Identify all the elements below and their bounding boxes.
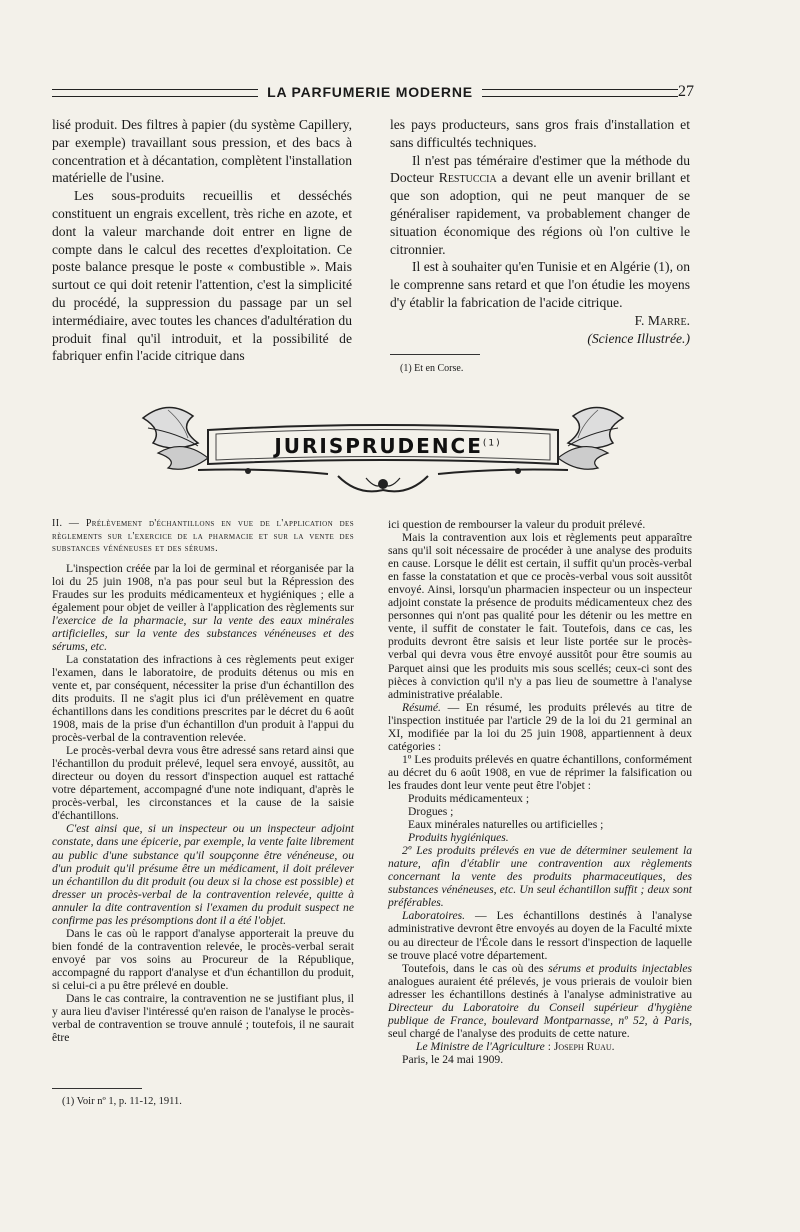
top-right-column bbox=[390, 116, 690, 347]
subsection-heading: II. — Prélèvement d'échantillons en vue de l'application des règlements sur l'exercice de la pharmacie et sur la vente des substances vénéneuses et des sérums. bbox=[52, 518, 354, 554]
paragraph bbox=[388, 701, 692, 753]
author-name: Restuccia bbox=[438, 170, 497, 186]
footnote-rule bbox=[52, 1088, 142, 1089]
paragraph: Dans le cas où le rapport d'analyse apporterait la preuve du bien fondé de la contravention relevée, le procès-verbal serait envoyé par vos soins au Procureur de la République, accompagné du rapport d'analyse et d'un échantillon du produit, si celui-ci a pu être prélevé en double. bbox=[52, 926, 354, 992]
source-citation: (Science Illustrée.) bbox=[587, 330, 690, 346]
run-in-label: Résumé. bbox=[402, 700, 441, 714]
text-run: analogues auraient été prélevés, je vous prierais de vouloir bien adresser les échantillons destinés à l'analyse administrative au bbox=[388, 974, 692, 1001]
italic-run: l'exercice de la pharmacie, sur la vente des eaux minérales artificielles, sur la vente des substances vénéneuses et des sérums, etc. bbox=[52, 613, 354, 653]
header-rule-left bbox=[52, 89, 258, 97]
paragraph bbox=[388, 962, 692, 1040]
signature-line bbox=[388, 1040, 692, 1053]
section-title-text: JURISPRUDENCE bbox=[274, 434, 483, 458]
page-number: 27 bbox=[678, 83, 694, 100]
paragraph bbox=[52, 562, 354, 653]
text-run: seul chargé de l'analyse des produits de cette nature. bbox=[388, 1026, 630, 1040]
paragraph: les pays producteurs, sans gros frais d'installation et sans difficultés techniques. bbox=[390, 117, 690, 150]
paragraph: Il est à souhaiter qu'en Tunisie et en Algérie (1), on le comprenne sans retard et que l'on étudie les moyens d'y établir la fabrication de l'acide citrique. bbox=[390, 259, 690, 310]
footnote: (1) Et en Corse. bbox=[400, 363, 464, 374]
footnote-rule bbox=[390, 354, 480, 355]
list-item: Drogues ; bbox=[408, 805, 454, 819]
text-run: L'inspection créée par la loi de germinal et réorganisée par la loi du 25 juin 1908, n'a pas pour seul but la Répression des Fraudes sur les produits médicamenteux et hygiéniques ; elle a également pour objet de veiller à l'application des règlements sur bbox=[52, 561, 354, 614]
list-item: Produits hygiéniques. bbox=[408, 831, 509, 845]
paragraph bbox=[388, 909, 692, 961]
paragraph: Mais la contravention aux lois et règlements peut apparaître sans qu'il soit nécessaire de procéder à une analyse des produits en cause. Lorsque le délit est certain, il suffit qu'un procès-verbal en fasse la constatation et que ce procès-verbal vous soit aussitôt envoyé. Ainsi, lorsqu'un pharmacien inspecteur ou un inspecteur adjoint constate la présence de produits médicamenteux chez des personnes qui n'ont pas qualité pour les détenir ou les mettre en vente, il suffit de constater le fait. Toutefois, dans ce cas, les produits devront être saisis et leur liste portée sur le procès-verbal qui devra vous être envoyé aussitôt pour être soumis au Parquet ainsi que les produits mis sous scellés; ceux-ci sont des pièces à conviction qu'il n'y a pas lieu de soumettre à l'analyse administrative préalable. bbox=[388, 531, 692, 701]
journal-title: LA PARFUMERIE MODERNE bbox=[267, 84, 473, 100]
footnote-marker: (1) bbox=[482, 438, 502, 449]
paragraph: lisé produit. Des filtres à papier (du système Capillery, par exemple) travaillant sous pression, et des bacs à concentration et à décantation, complètent l'installation matérielle de l'usine. bbox=[52, 117, 352, 186]
bottom-right-column bbox=[388, 518, 692, 1066]
paragraph: Les sous-produits recueillis et desséchés constituent un engrais excellent, très riche en azote, et dont la valeur marchande doit entrer en ligne de compte dans le calcul des recettes d'exploitation. Ce poste balance presque le poste « combustible ». Mais surtout ce qui doit retenir l'attention, c'est la simplicité du procédé, la suppression du passage par un sel intermédiaire, avec toutes les chances d'adultération du produit final qu'il introduit, et la possibilité de fabriquer enfin l'acide citrique dans bbox=[52, 188, 352, 364]
text-run: Toutefois, dans le cas où des bbox=[402, 961, 549, 975]
paragraph: Le procès-verbal devra vous être adressé sans retard ainsi que l'échantillon du produit prélevé, lequel sera envoyé, aussitôt, au directeur ou doyen du ressort d'inspection auquel est rattaché votre département, accompagné d'une note indiquant, d'après le procès-verbal, les circonstances et la cause de la saisie d'échantillons. bbox=[52, 744, 354, 823]
paragraph: C'est ainsi que, si un inspecteur ou un inspecteur adjoint constate, dans une épicerie, par exemple, la vente faite librement au public d'une substance qu'il soupçonne être vénéneuse, ou d'un produit qu'il présume être un médicament, il doit prélever un échantillon du dit produit (ou deux si la chose est possible) et dresser un procès-verbal de la contravention relevée, quitte à annuler la dite contravention si l'examen du produit suspect ne confirme pas les présomptions dont il a été l'objet. bbox=[52, 822, 354, 927]
list-item: Produits médicamenteux ; bbox=[408, 791, 530, 805]
paragraph: Dans le cas contraire, la contravention ne se justifiant plus, il y aura lieu d'aviser l'intéressé qu'en raison de l'analyse le procès-verbal de contravention se trouve annulé ; toutefois, il ne saurait être bbox=[52, 992, 354, 1045]
italic-run: Directeur du Laboratoire du Conseil supérieur d'hygiène publique de France, boulevard Montparnasse, nº 52, à Paris, bbox=[388, 1000, 692, 1027]
bottom-left-column bbox=[52, 518, 354, 1044]
text-run: — En résumé, les produits prélevés au titre de l'inspection instituée par l'article 29 de la loi du 21 germinal an XI, modifiée par la loi du 25 juin 1908, appartiennent à deux catégories : bbox=[388, 700, 692, 753]
text-run: a devant elle un avenir brillant et que son adoption, qui ne peut manquer de se généraliser rapidement, va probablement changer de situation économique des régions où l'on cultive le citronnier. bbox=[390, 170, 690, 257]
signatory: : Joseph Ruau. bbox=[544, 1039, 615, 1053]
list-item: Eaux minérales naturelles ou artificielles ; bbox=[408, 818, 604, 832]
paragraph: 2º Les produits prélevés en vue de déterminer seulement la nature, afin d'établir une contravention aux règlements concernant la vente des produits pharmaceutiques, des substances vénéneuses, etc. Un seul échantillon suffit ; deux sont préférables. bbox=[388, 844, 692, 910]
signature: F. Marre. bbox=[634, 312, 690, 328]
header-rule-right bbox=[482, 89, 678, 97]
italic-run: Le Ministre de l'Agriculture bbox=[416, 1039, 545, 1053]
date-line: Paris, le 24 mai 1909. bbox=[402, 1052, 504, 1066]
italic-run: sérums et produits injectables bbox=[548, 961, 692, 975]
run-in-label: Laboratoires. bbox=[402, 909, 466, 923]
jurisprudence-banner bbox=[138, 398, 628, 503]
running-header bbox=[52, 83, 694, 102]
paragraph: ici question de rembourser la valeur du produit prélevé. bbox=[388, 518, 646, 531]
text-run: — Les échantillons destinés à l'analyse administrative devront être envoyés au doyen de la Faculté mixte ou au directeur de l'École dans le ressort d'inspection de laquelle se trouve placé votre département. bbox=[388, 909, 692, 962]
text-run: Il n'est pas téméraire d'estimer que la méthode du Docteur bbox=[390, 152, 690, 186]
paragraph: La constatation des infractions à ces règlements peut exiger l'examen, dans le laboratoire, de produits détenus ou mis en vente et, par conséquent, nécessiter la prise d'un échantillon des dits produits. Il ne s'agit plus ici d'un prélèvement en quatre échantillons dans les conditions prescrites par le décret du 6 août 1908, mais de la prise d'un échantillon d'un produit à l'appui du procès-verbal de la contravention relevée. bbox=[52, 652, 354, 745]
paragraph: 1º Les produits prélevés en quatre échantillons, conformément au décret du 6 août 1908, en vue de réprimer la falsification ou les fraudes dont leur vente peut être l'objet : bbox=[388, 752, 692, 792]
section-title bbox=[258, 434, 518, 458]
paragraph bbox=[390, 152, 690, 259]
footnote: (1) Voir nº 1, p. 11-12, 1911. bbox=[62, 1096, 182, 1107]
top-left-column bbox=[52, 116, 352, 365]
